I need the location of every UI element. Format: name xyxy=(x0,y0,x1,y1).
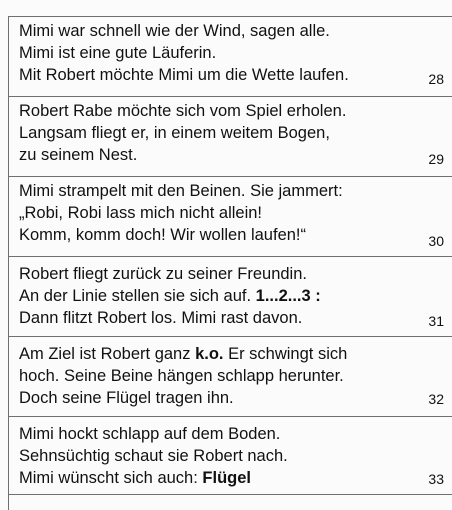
paragraph-30 xyxy=(8,176,452,256)
text-line: Dann flitzt Robert los. Mimi rast davon. xyxy=(19,309,303,327)
text-line: zu seinem Nest. xyxy=(19,146,138,164)
paragraph-text xyxy=(19,263,321,329)
next-block-edge xyxy=(8,494,452,510)
paragraph-number: 30 xyxy=(428,233,444,249)
paragraph-28 xyxy=(8,16,452,96)
text-line: „Robi, Robi lass mich nicht allein! xyxy=(19,204,263,222)
text-line: Robert Rabe möchte sich vom Spiel erholen. xyxy=(19,102,347,120)
text-line: Komm, komm doch! Wir wollen laufen!“ xyxy=(19,226,307,244)
paragraph-text xyxy=(19,20,349,86)
paragraph-number: 31 xyxy=(428,313,444,329)
paragraph-number: 28 xyxy=(428,71,444,87)
text-line: An der Linie stellen sie sich auf. 1...2...3 : xyxy=(19,287,321,305)
text-line: Mimi strampelt mit den Beinen. Sie jammert: xyxy=(19,182,343,200)
paragraph-number: 32 xyxy=(428,391,444,407)
paragraph-text xyxy=(19,343,347,409)
paragraph-number: 33 xyxy=(428,471,444,487)
text-line: Mimi ist eine gute Läuferin. xyxy=(19,44,217,62)
paragraph-29 xyxy=(8,96,452,176)
paragraph-31 xyxy=(8,256,452,336)
text-line: Mimi wünscht sich auch: Flügel xyxy=(19,469,251,487)
paragraph-33 xyxy=(8,416,452,494)
paragraph-32 xyxy=(8,336,452,416)
text-line: Robert fliegt zurück zu seiner Freundin. xyxy=(19,265,307,283)
paragraph-text xyxy=(19,423,288,489)
text-line: Mit Robert möchte Mimi um die Wette laufen. xyxy=(19,66,349,84)
paragraph-text xyxy=(19,180,343,246)
text-line: Langsam fliegt er, in einem weitem Bogen, xyxy=(19,124,330,142)
text-line: Doch seine Flügel tragen ihn. xyxy=(19,389,234,407)
text-line: Mimi hockt schlapp auf dem Boden. xyxy=(19,425,281,443)
text-line: Mimi war schnell wie der Wind, sagen alle. xyxy=(19,22,330,40)
text-line: Sehnsüchtig schaut sie Robert nach. xyxy=(19,447,288,465)
text-line: hoch. Seine Beine hängen schlapp herunter. xyxy=(19,367,344,385)
paragraph-text xyxy=(19,100,346,166)
text-line: Am Ziel ist Robert ganz k.o. Er schwingt sich xyxy=(19,345,348,363)
paragraph-number: 29 xyxy=(428,151,444,167)
